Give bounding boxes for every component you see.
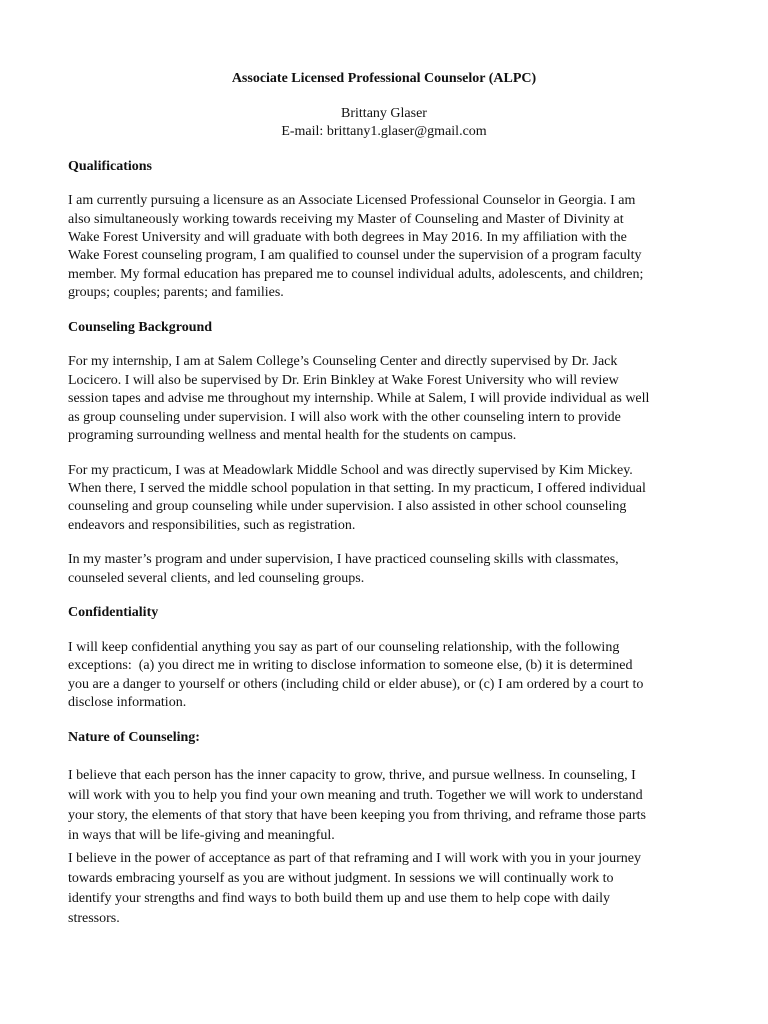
counselor-email: E-mail: brittany1.glaser@gmail.com	[281, 124, 487, 139]
text-line: When there, I served the middle school population in that setting. In my practicum, I offered individual	[68, 481, 646, 497]
text-line: Wake Forest University and will graduate with both degrees in May 2016. In my affiliation with the	[68, 230, 627, 245]
text-line: disclose information.	[68, 695, 187, 711]
nature-of-counseling-section	[68, 729, 768, 929]
text-line: your story, the elements of that story that have been keeping you from thriving, and reframe those parts	[68, 808, 646, 824]
text-line: session tapes and advise me throughout my internship. While at Salem, I will provide individual as well	[68, 391, 650, 407]
text-line: Wake Forest counseling program, I am qualified to counsel under the supervision of a program faculty	[68, 248, 642, 264]
text-line: exceptions: (a) you direct me in writing to disclose information to someone else, (b) it is determined	[68, 658, 633, 674]
paragraph	[68, 353, 768, 445]
paragraph	[68, 192, 768, 302]
text-line: you are a danger to yourself or others (including child or elder abuse), or (c) I am ordered by a court to	[68, 676, 644, 692]
paragraph	[68, 849, 768, 929]
confidentiality-section	[68, 604, 768, 712]
text-line: I believe that each person has the inner capacity to grow, thrive, and pursue wellness. In counseling, I	[68, 768, 636, 784]
text-line: groups; couples; parents; and families.	[68, 285, 284, 301]
paragraph	[68, 462, 768, 536]
text-line: For my internship, I am at Salem College’s Counseling Center and directly supervised by Dr. Jack	[68, 354, 618, 370]
counselor-name: Brittany Glaser	[341, 105, 427, 121]
paragraph	[68, 766, 768, 846]
paragraph	[68, 551, 768, 588]
text-line: I am currently pursuing a licensure as an Associate Licensed Professional Counselor in Georgia. I am	[68, 193, 636, 209]
text-line: counseled several clients, and led counseling groups.	[68, 570, 365, 586]
nature-of-counseling-heading: Nature of Counseling:	[68, 729, 200, 745]
text-line: identify your strengths and find ways to both build them up and use them to help cope with daily	[68, 891, 611, 907]
text-line: For my practicum, I was at Meadowlark Middle School and was directly supervised by Kim Mickey.	[68, 462, 633, 478]
text-line: in ways that will be life-giving and meaningful.	[68, 828, 335, 844]
text-line: towards embracing yourself as you are without judgment. In sessions we will continually work to	[68, 871, 614, 887]
text-line: counseling and group counseling while under supervision. I also assisted in other school counseling	[68, 499, 627, 515]
text-line: I will keep confidential anything you say as part of our counseling relationship, with the following	[68, 640, 620, 656]
text-line: member. My formal education has prepared me to counsel individual adults, adolescents, and children;	[68, 266, 644, 282]
text-line: stressors.	[68, 911, 120, 927]
qualifications-heading: Qualifications	[68, 158, 153, 174]
counseling-background-section	[68, 319, 768, 588]
text-line: endeavors and responsibilities, such as registration.	[68, 517, 356, 533]
text-line: also simultaneously working towards receiving my Master of Counseling and Master of Divinity at	[68, 211, 624, 227]
confidentiality-heading: Confidentiality	[68, 605, 159, 621]
text-line: as group counseling under supervision. I will also work with the other counseling intern to provide	[68, 409, 621, 425]
document-title: Associate Licensed Professional Counselor (ALPC)	[231, 71, 537, 86]
text-line: In my master’s program and under supervision, I have practiced counseling skills with classmates,	[68, 552, 619, 568]
text-line: I believe in the power of acceptance as part of that reframing and I will work with you in your journey	[68, 851, 642, 867]
text-line: programing surrounding wellness and mental health for the students on campus.	[68, 428, 517, 444]
document-body	[68, 158, 768, 930]
text-line: Locicero. I will also be supervised by Dr. Erin Binkley at Wake Forest University who will review	[68, 372, 619, 388]
text-line: will work with you to help you find your own meaning and truth. Together we will work to understand	[68, 788, 643, 804]
paragraph	[68, 639, 768, 713]
qualifications-section	[68, 158, 768, 303]
counseling-background-heading: Counseling Background	[68, 319, 213, 335]
